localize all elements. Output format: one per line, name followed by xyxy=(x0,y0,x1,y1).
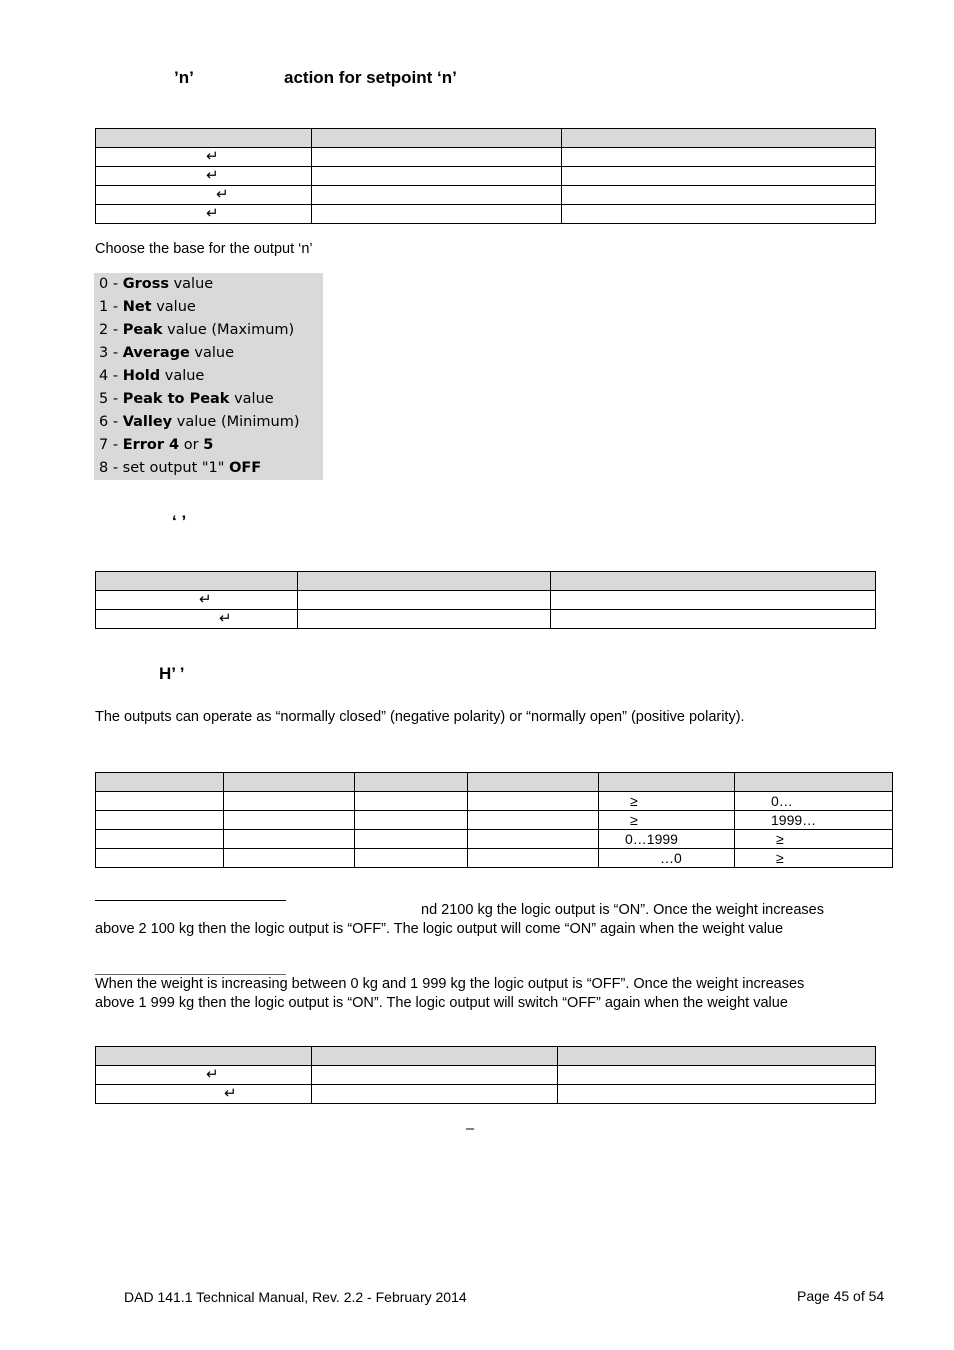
option-text: value xyxy=(168,276,214,292)
table-row xyxy=(96,830,893,849)
example2-line2: above 1 999 kg then the logic output is “ON”. The logic output will switch “OFF” again when the weight value xyxy=(95,995,788,1011)
option-emphasis: Net xyxy=(122,299,152,315)
example1-line2: above 2 100 kg then the logic output is “OFF”. The logic output will come “ON” again when the weight value xyxy=(95,921,784,937)
option-text: value xyxy=(151,299,196,315)
table-row xyxy=(96,849,893,868)
section1-title: action for setpoint ‘n’ xyxy=(284,68,457,87)
table-row xyxy=(96,792,893,811)
base-option-item xyxy=(94,434,323,457)
section2-table xyxy=(95,571,876,629)
table-header-row xyxy=(96,572,876,591)
option-text: 7 - xyxy=(99,437,123,453)
enter-icon: ↵ xyxy=(199,591,212,608)
option-text: or xyxy=(179,437,204,453)
option-emphasis: Gross xyxy=(122,276,169,292)
table-header-row xyxy=(96,129,876,148)
table-cell: ≥ xyxy=(776,831,784,847)
option-text: 4 - xyxy=(99,368,123,384)
option-emphasis: Peak to Peak xyxy=(122,391,230,407)
example1-line1: nd 2100 kg the logic output is “ON”. Once the weight increases xyxy=(421,902,824,918)
table-row xyxy=(96,1066,876,1085)
option-text: value (Maximum) xyxy=(162,322,295,338)
base-option-item xyxy=(94,342,323,365)
enter-icon: ↵ xyxy=(216,186,229,203)
option-text: 6 - xyxy=(99,414,123,430)
enter-icon: ↵ xyxy=(224,1085,237,1102)
option-emphasis: Error 4 xyxy=(122,437,180,453)
option-text: value xyxy=(189,345,235,361)
enter-icon: ↵ xyxy=(219,610,232,627)
option-text: value (Minimum) xyxy=(172,414,300,430)
base-option-item xyxy=(94,273,323,296)
section3-table xyxy=(95,1046,876,1104)
option-text: 1 - xyxy=(99,299,123,315)
footer-document-title: DAD 141.1 Technical Manual, Rev. 2.2 - February 2014 xyxy=(124,1289,467,1305)
option-text: 0 - xyxy=(99,276,123,292)
table-row xyxy=(96,167,876,186)
table-row xyxy=(96,186,876,205)
polarity-table xyxy=(95,772,893,868)
option-text: 8 - set output "1" xyxy=(99,460,230,476)
section3-title: H’ ’ xyxy=(159,664,185,683)
enter-icon: ↵ xyxy=(206,1066,219,1083)
option-emphasis: Peak xyxy=(122,322,163,338)
underline-rule xyxy=(95,900,286,901)
table-row xyxy=(96,205,876,224)
base-option-item xyxy=(94,296,323,319)
base-option-item xyxy=(94,365,323,388)
base-intro-text: Choose the base for the output ‘n’ xyxy=(95,241,313,257)
table-cell: ≥ xyxy=(776,850,784,866)
table-header-row xyxy=(96,1047,876,1066)
option-text: 2 - xyxy=(99,322,123,338)
table-row xyxy=(96,591,876,610)
option-emphasis: 5 xyxy=(203,437,214,453)
table-cell: …0 xyxy=(660,850,682,866)
table-cell: ≥ xyxy=(630,793,638,809)
section2-title: ‘ ’ xyxy=(172,512,187,531)
example2-line1: When the weight is increasing between 0 kg and 1 999 kg the logic output is “OFF”. Once the weight increases xyxy=(95,976,805,992)
option-text: 5 - xyxy=(99,391,123,407)
table-row xyxy=(96,811,893,830)
dash-mark: – xyxy=(466,1121,475,1137)
table-cell: ≥ xyxy=(630,812,638,828)
base-option-item xyxy=(94,411,323,434)
option-text: value xyxy=(229,391,274,407)
option-text: 3 - xyxy=(99,345,123,361)
table-cell: 0…1999 xyxy=(625,831,678,847)
footer-page-number: Page 45 of 54 xyxy=(797,1288,885,1304)
base-options-list xyxy=(94,273,323,480)
table-row xyxy=(96,610,876,629)
option-emphasis: OFF xyxy=(229,460,262,476)
option-emphasis: Hold xyxy=(122,368,161,384)
base-option-item xyxy=(94,388,323,411)
option-text: value xyxy=(160,368,205,384)
polarity-intro-text: The outputs can operate as “normally closed” (negative polarity) or “normally open” (positive polarity). xyxy=(95,709,745,725)
table-header-row xyxy=(96,773,893,792)
table-cell: 0… xyxy=(771,793,793,809)
option-emphasis: Average xyxy=(122,345,190,361)
table-row xyxy=(96,1085,876,1104)
section1-title-prefix: ’n’ xyxy=(174,68,194,87)
option-emphasis: Valley xyxy=(122,414,173,430)
base-option-item xyxy=(94,319,323,342)
enter-icon: ↵ xyxy=(206,148,219,165)
base-option-item xyxy=(94,457,323,480)
table-cell: 1999… xyxy=(771,812,817,828)
table-row xyxy=(96,148,876,167)
enter-icon: ↵ xyxy=(206,205,219,222)
setpoint-action-table xyxy=(95,128,876,224)
enter-icon: ↵ xyxy=(206,167,219,184)
